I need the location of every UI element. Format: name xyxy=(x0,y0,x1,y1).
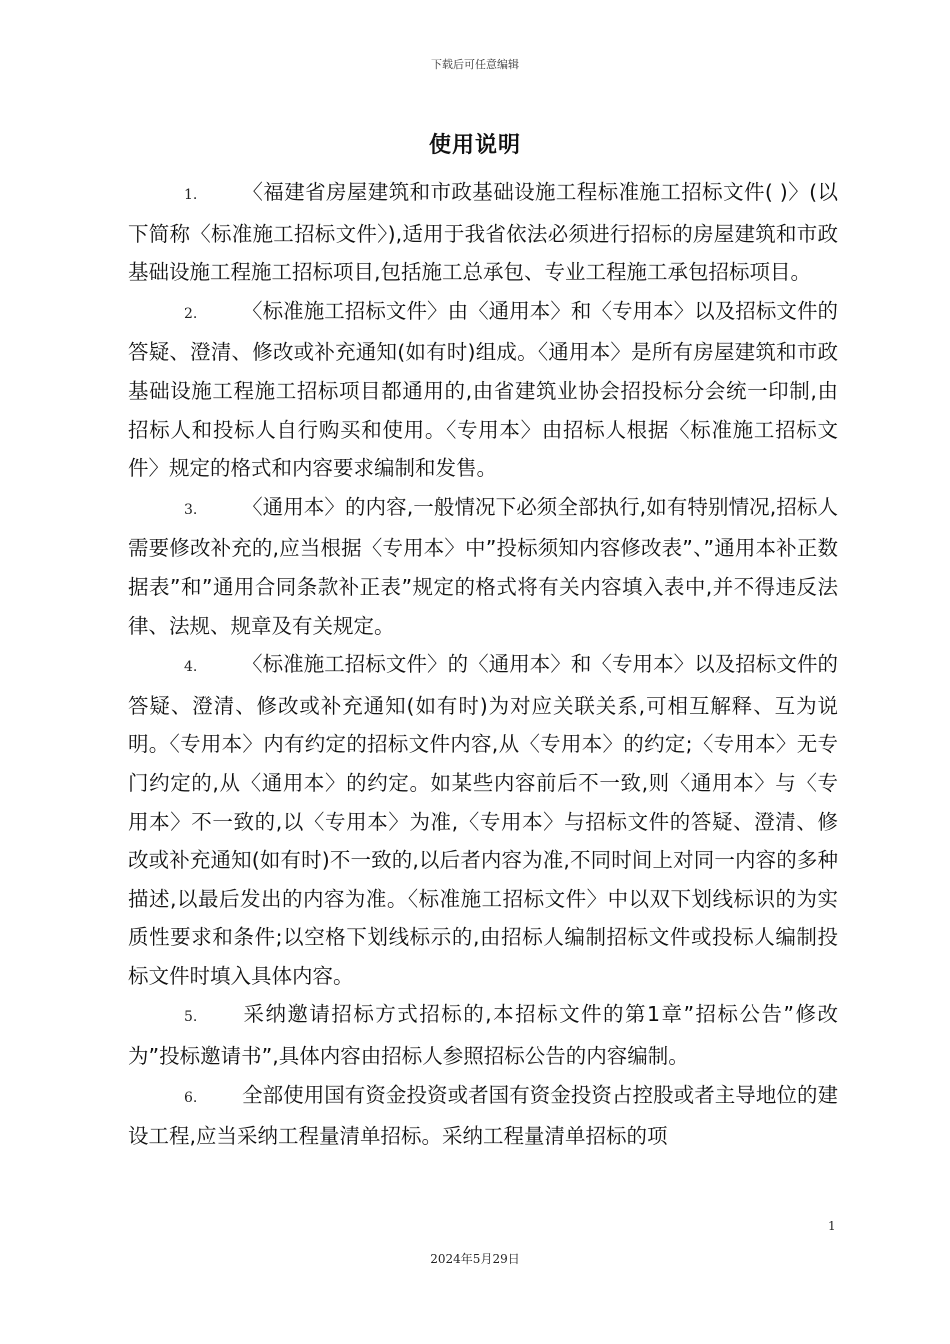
page-title: 使用说明 xyxy=(428,133,521,158)
paragraph-number: 1. xyxy=(184,187,198,203)
paragraph-5 xyxy=(128,995,838,1075)
paragraph-text: 采纳邀请招标方式招标的,本招标文件的第1章”招标公告”修改为”投标邀请书”,具体内容由招标人参照招标公告的内容编制。 xyxy=(128,1002,838,1069)
page-number: 1 xyxy=(828,1219,836,1233)
header-note: 下载后可任意编辑 xyxy=(431,58,519,71)
footer-date: 2024年5月29日 xyxy=(430,1252,520,1266)
paragraph-text: 〈标准施工招标文件〉的〈通用本〉和〈专用本〉以及招标文件的答疑、澄清、修改或补充通知(如有时)为对应关联关系,可相互解释、互为说明。〈专用本〉内有约定的招标文件内容,从〈专用本〉的约定;〈专用本〉无专门约定的,从〈通用本〉的约定。如某些内容前后不一致,则〈通用本〉与〈专用本〉不一致的,以〈专用本〉为准,〈专用本〉与招标文件的答疑、澄清、修改或补充通知(如有时)不一致的,以后者内容为准,不同时间上对同一内容的多种描述,以最后发出的内容为准。〈标准施工招标文件〉中以双下划线标识的为实质性要求和条件;以空格下划线标示的,由招标人编制招标文件或投标人编制投标文件时填入具体内容。 xyxy=(128,652,838,988)
paragraph-4 xyxy=(128,645,838,995)
paragraph-text: 〈标准施工招标文件〉由〈通用本〉和〈专用本〉以及招标文件的答疑、澄清、修改或补充通知(如有时)组成。〈通用本〉是所有房屋建筑和市政基础设施工程施工招标项目都通用的,由省建筑业协会招投标分会统一印制,由招标人和投标人自行购买和使用。〈专用本〉由招标人根据〈标准施工招标文件〉规定的格式和内容要求编制和发售。 xyxy=(128,298,838,481)
paragraph-number: 4. xyxy=(184,659,198,676)
paragraph-text: 〈通用本〉的内容,一般情况下必须全部执行,如有特别情况,招标人需要修改补充的,应当根据〈专用本〉中”投标须知内容修改表”、”通用本补正数据表”和”通用合同条款补正表”规定的格式将有关内容填入表中,并不得违反法律、法规、规章及有关规定。 xyxy=(128,494,838,638)
paragraph-number: 3. xyxy=(184,501,198,518)
body-text xyxy=(128,173,838,1156)
paragraph-number: 5. xyxy=(184,1009,198,1026)
paragraph-number: 6. xyxy=(184,1089,198,1106)
paragraph-6 xyxy=(128,1076,838,1156)
paragraph-text: 全部使用国有资金投资或者国有资金投资占控股或者主导地位的建设工程,应当采纳工程量清单招标。采纳工程量清单招标的项 xyxy=(128,1082,838,1149)
paragraph-number: 2. xyxy=(184,305,198,322)
paragraph-2 xyxy=(128,292,838,488)
paragraph-3 xyxy=(128,488,838,645)
paragraph-1 xyxy=(128,173,838,292)
paragraph-text: 〈福建省房屋建筑和市政基础设施工程标准施工招标文件( )〉(以下简称〈标准施工招标文件〉),适用于我省依法必须进行招标的房屋建筑和市政基础设施工程施工招标项目,包括施工总承包、专业工程施工承包招标项目。 xyxy=(128,180,838,285)
